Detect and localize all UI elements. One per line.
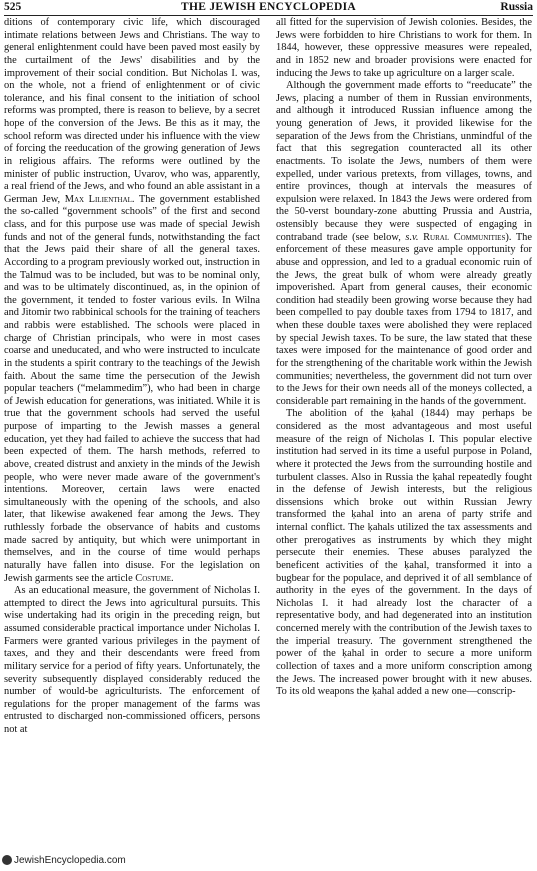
header-rule — [4, 15, 533, 16]
paragraph: all fitted for the supervision of Jewish colonies. Besides, the Jews were forbidden to hire Christians to work for them. In 1844, however, these oppressive measures were repealed, and in 1852 new and broader provisions were enacted for inducing the Jews to take up agriculture on a larger scale. — [276, 17, 532, 79]
paragraph — [4, 17, 260, 585]
text-run: . — [171, 572, 174, 584]
site-name[interactable]: JewishEncyclopedia.com — [14, 855, 126, 866]
page-number: 525 — [4, 1, 22, 13]
section-name: Russia — [500, 1, 533, 13]
page-header — [4, 0, 533, 14]
paragraph — [276, 80, 532, 408]
text-run: . The government established the so-called “government schools” of the first and second class, and for this purpose use was made of special Jewish funds and not of the general funds, notwithstanding the fact that the Jews paid their share of all the general taxes. According to a program previously worked out, instruction in the Talmud was to be included, but was to be nominal only, and was to be ultimately discontinued, as, in the opinion of the government, it tended to foster various evils. In Wilna and Jitomir two rabbinical schools for the training of teachers and rabbis were established. The schools were placed in charge of Christian principals, who were in most cases coarse and uneducated, and who were instructed to inculcate in the students a spirit contrary to the teachings of the Jewish faith. About the same time the persecution of the Jewish popular teachers (“melammedim”), who had been in charge of Jewish education for generations, was initiated. While it is true that the government schools had served the useful purpose of imparting to the Jewish masses a general education, yet they had failed to achieve the success that had been expected of them. The harsh methods, referred to above, created distrust and anxiety in the minds of the Jewish people, who were never made aware of the government's intentions. Moreover, certain laws were enacted simultaneously with the opening of the schools, and also later, that likewise awakened fear among the Jews. They ruthlessly forbade the observance of habits and customs made sacred by antiquity, but which were unimportant in themselves, and in the course of time would perhaps naturally have fallen into disuse. For the legislation on Jewish garments see the article — [4, 193, 260, 584]
running-title: THE JEWISH ENCYCLOPEDIA — [181, 1, 356, 13]
paragraph: The abolition of the ḳahal (1844) may perhaps be considered as the most advantageous and most useful measure of the reign of Nicholas I. This popular elective institution had served in its time a useful purpose in Poland, where it protected the Jews from the surrounding hostile and turbulent classes. Also in Russia the ḳahal repeatedly fought in the defense of Jewish interests, but the religious dissensions which broke out within Russian Jewry transformed the ḳahal into an arena of party strife and internal conflict. The ḳahals utilized the tax assessments and other prerogatives as instruments by which they might persecute their enemies. These abuses paralyzed the beneficent activities of the ḳahal, transformed it into a bugbear for the populace, and deprived it of all semblance of authority in the eyes of the government. In the days of Nicholas I. it had already lost the character of a representative body, and had degenerated into an institution concerned merely with the contribution of the Jewish taxes to the imperial treasury. The government strengthened the power of the ḳahal in order to secure a more uniform collection of taxes and a more uniform conscription among the Jews. The increased power brought with it new abuses. To its old weapons the ḳahal added a new one—conscrip- — [276, 408, 532, 698]
site-logo-icon — [2, 855, 12, 865]
left-column — [4, 17, 260, 853]
cross-reference-link[interactable]: Costume — [135, 572, 171, 584]
abbreviation: s.v. — [405, 231, 419, 243]
cross-reference-link[interactable]: Max Lilienthal — [64, 193, 132, 205]
right-column — [276, 17, 532, 853]
cross-reference-link[interactable]: Rural Communities — [423, 231, 506, 243]
paragraph: As an educational measure, the government of Nicholas I. attempted to direct the Jews into agricultural pursuits. This wise undertaking had its origin in the preceding reign, but assumed considerable practical importance under Nicholas I. Farmers were granted various privileges in the payment of taxes, and they and their descendants were freed from military service for a period of fifty years. Unfortunately, the severity subsequently displayed considerably reduced the number of would-be agriculturists. The enforcement of regulations for the proper management of the farms was entrusted to discharged non-commissioned officers, persons not at — [4, 585, 260, 735]
text-run: Although the government made efforts to “reeducate” the Jews, placing a number of them in Russian environments, and although it introduced Russian influence among the young generation of Jews, it provided likewise for the separation of the Jews from the Christians, unmindful of the fact that this segregation counteracted all its other enactments. To isolate the Jews, numbers of them were expelled, under various pretexts, from villages, towns, and entire provinces, though at intervals the measures of expulsion were relaxed. In 1843 the Jews were ordered from the 50-verst boundary-zone abutting Prussia and Austria, ostensibly because they were suspected of engaging in contraband trade (see below, — [276, 80, 532, 243]
text-run: ). The enforcement of these measures gave ample opportunity for abuse and oppression, and led to a gradual economic ruin of the Jews, the great bulk of whom were already greatly impoverished. Apart from general causes, their economic condition had steadily been growing worse because they had been compelled to pay double taxes from 1794 to 1817, and when these double taxes were abolished they were replaced by special Jewish taxes. To be sure, the law stated that these taxes were imposed for the maintenance of good order and for the strengthening of the charitable work within the Jewish communities; nevertheless, the government did not turn over to the Jews for their own needs all of the moneys collected, a considerable part remaining in the hands of the government. — [276, 231, 532, 407]
site-footer — [2, 855, 126, 867]
text-run: ditions of contemporary civic life, which discouraged intimate relations between Jews and Christians. The way to general enlightenment could have been paved most easily by the curtailment of the Jews' disabilities and by the improvement of their social condition. But Nicholas I. was, on the whole, not a friend of enlightenment or of civic tolerance, and his final consent to the initiation of school reforms was prompted, there is reason to believe, by a secret hope of the conversion of the Jews. Be this as it may, the school reform was directed under his influence with the view of forcing the reeducation of the growing generation of Jews in religious affairs. The reforms were outlined by the minister of public instruction, Uvarov, who was, apparently, a real friend of the Jews, and who found an able assistant in a German Jew, — [4, 17, 260, 205]
